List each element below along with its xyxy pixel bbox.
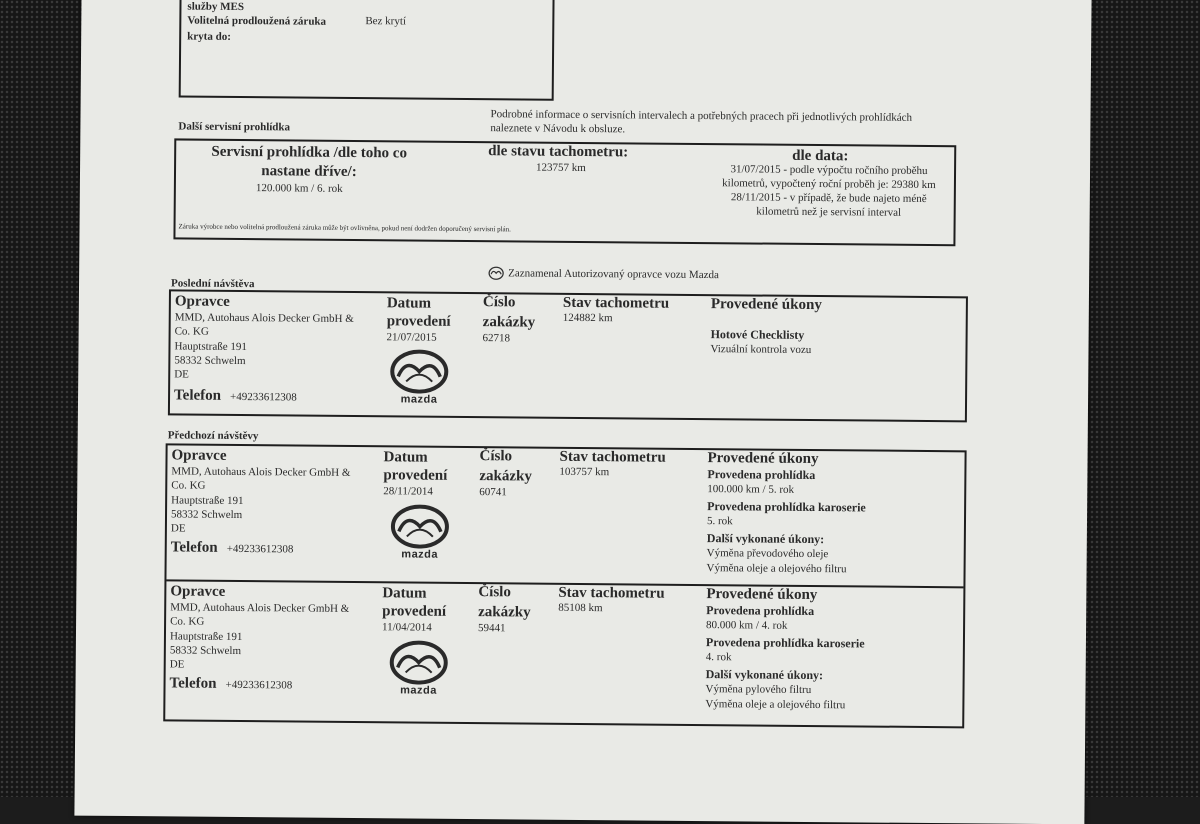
mazda-logo-text: mazda [401, 548, 439, 561]
phone-value: +49233612308 [230, 390, 297, 404]
mazda-logo-text: mazda [400, 684, 437, 697]
date-value: 11/04/2014 [382, 621, 432, 634]
date-heading-line2: provedení [383, 467, 448, 484]
mazda-logo [388, 349, 450, 406]
order-value: 62718 [482, 332, 511, 345]
dealer-street: Hauptstraße 191 [169, 630, 243, 644]
odometer-value: 85108 km [558, 601, 603, 615]
next-service-col3-line1: 31/07/2015 - podle výpočtu ročního proběhu [730, 163, 928, 177]
dealer-name-line2: Co. KG [171, 479, 206, 492]
work-item: Výměna převodového oleje [706, 547, 829, 561]
order-heading-line2: zakázky [479, 468, 532, 485]
work-item: Vizuální kontrola vozu [710, 343, 812, 356]
work-item: Výměna pylového filtru [705, 683, 812, 697]
odometer-value: 103757 km [559, 465, 610, 479]
mazda-logo-icon [388, 640, 450, 685]
dealer-country: DE [170, 522, 186, 535]
previous-visits-box [163, 443, 966, 728]
phone-heading: Telefon [169, 675, 217, 692]
work-heading: Provedené úkony [706, 586, 818, 604]
dealer-city: 58332 Schwelm [174, 354, 246, 368]
work-subheading: Hotové Checklisty [710, 327, 805, 342]
next-service-col1-value: 120.000 km / 6. rok [255, 182, 343, 195]
date-heading-line2: provedení [382, 603, 447, 620]
warranty-label-line1: Volitelná prodloužená záruka [187, 14, 327, 28]
work-item: Výměna oleje a olejového filtru [705, 698, 846, 712]
dealer-country: DE [169, 658, 185, 671]
work-subheading: Provedena prohlídka [707, 467, 816, 483]
dealer-street: Hauptstraße 191 [171, 494, 244, 508]
visit-record [171, 291, 966, 406]
dealer-name-line1: MMD, Autohaus Alois Decker GmbH & [174, 311, 354, 325]
date-value: 21/07/2015 [386, 331, 437, 344]
order-heading-line1: Číslo [482, 294, 516, 311]
next-service-col1-title: Servisní prohlídka /dle toho co nastane dříve/: [211, 143, 408, 181]
odometer-heading: Stav tachometru [558, 584, 665, 602]
mazda-logo-text: mazda [400, 393, 438, 406]
phone-value: +49233612308 [225, 678, 293, 692]
visit-record [168, 445, 965, 576]
service-record-page [74, 0, 1091, 824]
work-item: Výměna oleje a olejového filtru [706, 562, 847, 576]
date-heading-line1: Datum [382, 585, 427, 602]
dealer-name-line2: Co. KG [174, 325, 209, 338]
mazda-logo-icon [388, 349, 450, 394]
phone-heading: Telefon [173, 387, 222, 404]
odometer-value: 124882 km [562, 311, 613, 325]
dealer-heading: Opravce [170, 583, 226, 600]
top-info-box [179, 0, 555, 101]
reg-label-line2: služby MES [187, 0, 245, 14]
next-service-col3-line3: 28/11/2015 - v případě, že bude najeto méně [730, 191, 927, 205]
mazda-logo [389, 504, 451, 561]
odometer-heading: Stav tachometru [562, 294, 670, 312]
work-subheading: Provedena prohlídka karoserie [707, 499, 866, 515]
next-service-box [173, 138, 956, 246]
next-service-title: Další servisní prohlídka [178, 120, 291, 134]
dealer-city: 58332 Schwelm [169, 644, 242, 658]
work-item: 80.000 km / 4. rok [706, 619, 788, 632]
odometer-heading: Stav tachometru [559, 448, 666, 466]
next-service-col3-title: dle data: [792, 147, 849, 165]
work-subheading: Další vykonané úkony: [706, 531, 825, 547]
date-heading-line2: provedení [386, 313, 451, 330]
mazda-emblem-icon [488, 266, 504, 285]
last-visit-box [168, 289, 968, 422]
work-item: 100.000 km / 5. rok [707, 483, 795, 496]
next-service-col2-value: 123757 km [536, 161, 586, 175]
next-service-footnote: Záruka výrobce nebo volitelná prodloužená záruka může být ovlivněna, pokud není dodržen doporučený servisní plán. [178, 222, 511, 234]
work-heading: Provedené úkony [710, 296, 822, 314]
previous-visits-title: Předchozí návštěvy [167, 429, 259, 443]
dealer-heading: Opravce [174, 293, 230, 310]
next-service-col2-title: dle stavu tachometru: [488, 143, 629, 161]
dealer-heading: Opravce [171, 447, 227, 464]
dealer-city: 58332 Schwelm [170, 508, 243, 522]
next-service-col3-line4: kilometrů než je servisní interval [756, 205, 902, 219]
last-visit-title: Poslední návštěva [170, 277, 255, 291]
date-heading-line1: Datum [383, 449, 428, 466]
next-service-col3-line2: kilometrů, vypočtený roční proběh je: 29380 km [722, 177, 936, 192]
order-heading-line1: Číslo [479, 448, 513, 465]
order-heading-line1: Číslo [478, 584, 511, 601]
order-heading-line2: zakázky [482, 314, 536, 331]
certified-text: Zaznamenal Autorizovaný opravce vozu Mazda [508, 267, 719, 282]
dealer-street: Hauptstraße 191 [174, 340, 247, 354]
phone-value: +49233612308 [226, 542, 294, 556]
order-value: 60741 [479, 486, 507, 499]
mazda-logo-icon [389, 504, 451, 549]
mazda-logo [387, 640, 449, 697]
work-item: 4. rok [705, 651, 732, 664]
warranty-value: Bez krytí [365, 15, 407, 28]
work-subheading: Provedena prohlídka [706, 603, 815, 619]
phone-heading: Telefon [170, 539, 218, 556]
work-subheading: Další vykonané úkony: [705, 667, 824, 683]
date-heading-line1: Datum [386, 295, 432, 312]
next-service-info: Podrobné informace o servisních intervalech a potřebných pracech při jednotlivých prohlídkách naleznete v Návodu k obsluze. [490, 108, 913, 136]
order-heading-line2: zakázky [478, 604, 531, 621]
dealer-name-line1: MMD, Autohaus Alois Decker GmbH & [170, 601, 350, 615]
order-value: 59441 [477, 622, 506, 635]
work-subheading: Provedena prohlídka karoserie [705, 635, 865, 651]
dealer-country: DE [174, 368, 189, 381]
dealer-name-line2: Co. KG [170, 615, 205, 628]
warranty-label-line2: kryta do: [187, 30, 231, 43]
date-value: 28/11/2014 [383, 485, 434, 498]
work-item: 5. rok [706, 515, 733, 528]
dealer-name-line1: MMD, Autohaus Alois Decker GmbH & [171, 465, 351, 479]
work-heading: Provedené úkony [707, 450, 819, 468]
